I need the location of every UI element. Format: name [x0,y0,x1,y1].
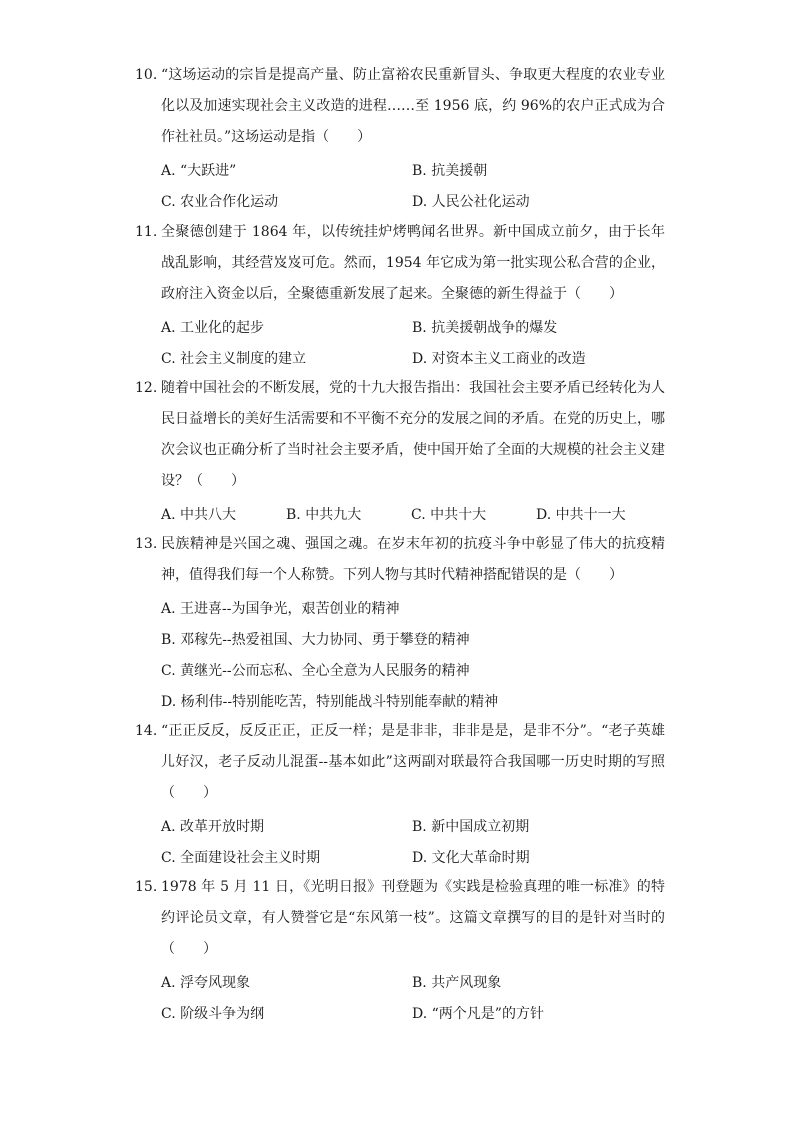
option-c[interactable]: C. 全面建设社会主义时期 [161,850,321,866]
option-d[interactable]: D. “两个凡是”的方针 [412,1006,544,1022]
question-stem: 民族精神是兴国之魂、强国之魂。在岁末年初的抗疫斗争中彰显了伟大的抗疫精神，值得我们每一个人称赞。下列人物与其时代精神搭配错误的是（ ） [161,536,665,583]
option-b[interactable]: B. 新中国成立初期 [412,819,530,835]
option-c[interactable]: C. 社会主义制度的建立 [161,351,307,367]
question-number: 14. [135,723,158,739]
option-d[interactable]: D. 人民公社化运动 [412,194,530,210]
option-a[interactable]: A. 改革开放时期 [161,819,265,835]
option-d[interactable]: D. 中共十一大 [536,507,626,523]
options [161,500,665,531]
question-stem: 随着中国社会的不断发展，党的十九大报告指出：我国社会主要矛盾已经转化为人民日益增长的美好生活需要和不平衡不充分的发展之间的矛盾。在党的历史上，哪次会议也正确分析了当时社会主要矛盾，使中国开始了全面的大规模的社会主义建设？（ ） [161,380,665,489]
question-stem: 全聚德创建于 1864 年，以传统挂炉烤鸭闻名世界。新中国成立前夕，由于长年战乱影响，其经营岌岌可危。然而，1954 年它成为第一批实现公私合营的企业，政府注入资金以后，全聚德重新发展了起来。全聚德的新生得益于（ ） [161,224,665,302]
option-b[interactable]: B. 抗美援朝 [412,163,488,179]
option-a[interactable]: A. “大跃进” [161,163,237,179]
option-a[interactable]: A. 工业化的起步 [161,320,265,336]
question-number: 15. [135,879,158,895]
option-c[interactable]: C. 农业合作化运动 [161,194,279,210]
question-stem: 1978 年 5 月 11 日，《光明日报》刊登题为《实践是检验真理的唯一标准》的特约评论员文章，有人赞誉它是“东风第一枝”。这篇文章撰写的目的是针对当时的（ ） [161,879,665,957]
option-a[interactable]: A. 浮夸风现象 [161,975,251,991]
question-10 [135,60,665,218]
option-b[interactable]: B. 共产风现象 [412,975,502,991]
options [161,968,665,1030]
question-number: 11. [135,224,158,240]
question-number: 10. [135,67,158,83]
options [161,156,665,218]
question-12 [135,373,665,531]
options [161,313,665,375]
option-d[interactable]: D. 文化大革命时期 [412,850,530,866]
option-d[interactable]: D. 杨利伟--特别能吃苦，特别能战斗特别能奉献的精神 [161,694,499,710]
option-c[interactable]: C. 中共十大 [411,507,487,523]
question-15 [135,872,665,1030]
question-13 [135,529,665,718]
options [161,812,665,874]
question-stem: “这场运动的宗旨是提高产量、防止富裕农民重新冒头、争取更大程度的农业专业化以及加速实现社会主义改造的进程……至 1956 底，约 96%的农户正式成为合作社社员。”这场运动是指（ ） [161,67,665,145]
options [161,594,665,718]
option-b[interactable]: B. 抗美援朝战争的爆发 [412,320,558,336]
option-c[interactable]: C. 阶级斗争为纲 [161,1006,265,1022]
question-number: 13. [135,536,158,552]
option-c[interactable]: C. 黄继光--公而忘私、全心全意为人民服务的精神 [161,663,470,679]
option-b[interactable]: B. 中共九大 [286,507,362,523]
option-b[interactable]: B. 邓稼先--热爱祖国、大力协同、勇于攀登的精神 [161,632,470,648]
option-a[interactable]: A. 中共八大 [161,507,237,523]
question-stem: “正正反反，反反正正，正反一样；是是非非，非非是是，是非不分”。“老子英雄儿好汉，老子反动儿混蛋--基本如此”这两副对联最符合我国哪一历史时期的写照（ ） [161,723,665,801]
option-a[interactable]: A. 王进喜--为国争光，艰苦创业的精神 [161,601,400,617]
question-14 [135,716,665,874]
option-d[interactable]: D. 对资本主义工商业的改造 [412,351,586,367]
question-11 [135,217,665,375]
question-number: 12. [135,380,158,396]
